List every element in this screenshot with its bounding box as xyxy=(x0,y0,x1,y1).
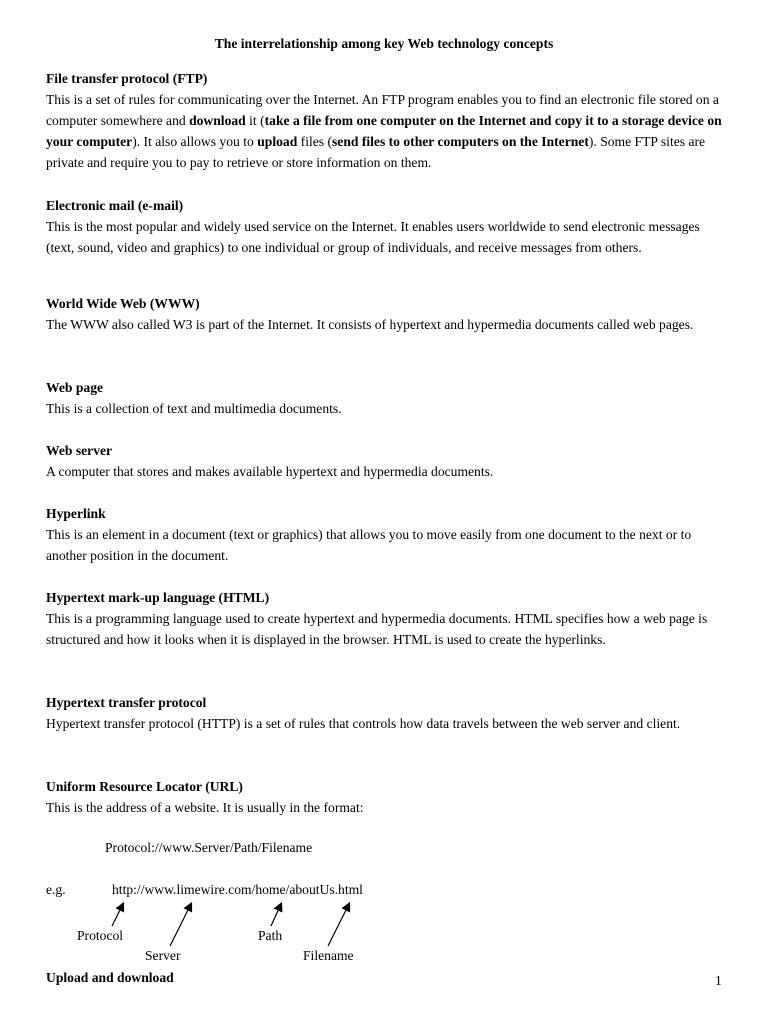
text: files ( xyxy=(297,134,332,149)
section-heading: Hyperlink xyxy=(46,506,106,521)
page-title: The interrelationship among key Web technology concepts xyxy=(214,36,554,51)
text: ). Some FTP sites are private and require you to pay to retrieve or store information on them. xyxy=(46,134,706,170)
section-body: This is the most popular and widely used service on the Internet. It enables users worldwide to send electronic messages (text, sound, video and graphics) to one individual or group of individuals, and receive messages from others. xyxy=(46,219,700,255)
section-heading: Hypertext transfer protocol xyxy=(46,695,207,710)
example-url: http://www.limewire.com/home/aboutUs.html xyxy=(112,882,363,897)
section-heading: Web server xyxy=(46,443,113,458)
section-body: Hypertext transfer protocol (HTTP) is a set of rules that controls how data travels between the web server and client. xyxy=(46,716,681,731)
section-body: This is the address of a website. It is usually in the format: xyxy=(46,800,364,815)
arrow-filename xyxy=(328,904,349,946)
section-heading: Uniform Resource Locator (URL) xyxy=(46,779,243,794)
example-label: e.g. xyxy=(46,882,66,897)
bold-text: upload xyxy=(257,134,298,149)
section-body: The WWW also called W3 is part of the Internet. It consists of hypertext and hypermedia documents called web pages. xyxy=(46,317,694,332)
label-server: Server xyxy=(145,948,181,963)
bold-text: send files to other computers on the Internet xyxy=(332,134,589,149)
label-filename: Filename xyxy=(303,948,354,963)
url-format: Protocol://www.Server/Path/Filename xyxy=(105,840,313,855)
section-body: This is a collection of text and multimedia documents. xyxy=(46,401,342,416)
arrow-protocol xyxy=(112,904,123,926)
label-path: Path xyxy=(258,928,283,943)
section-heading: Web page xyxy=(46,380,104,395)
arrow-server xyxy=(170,904,191,946)
section-body: This is an element in a document (text or graphics) that allows you to move easily from one document to the next or to another position in the document. xyxy=(46,527,692,563)
section-body: This is a programming language used to create hypertext and hypermedia documents. HTML specifies how a web page is structured and how it looks when it is displayed in the browser. HTML is used to create the hyperlinks. xyxy=(46,611,708,647)
page-number: 1 xyxy=(715,973,722,988)
section-body: A computer that stores and makes available hypertext and hypermedia documents. xyxy=(46,464,494,479)
bold-text: download xyxy=(189,113,246,128)
section-heading: Electronic mail (e-mail) xyxy=(46,198,184,213)
bold-text: take a file from one computer on the Internet and copy it to a storage device on your computer xyxy=(46,113,722,149)
section-heading: World Wide Web (WWW) xyxy=(46,296,200,311)
section-heading: File transfer protocol (FTP) xyxy=(46,71,208,86)
text: it ( xyxy=(245,113,265,128)
text: ). It also allows you to xyxy=(132,134,258,149)
section-heading: Hypertext mark-up language (HTML) xyxy=(46,590,270,605)
arrow-path xyxy=(271,904,281,926)
label-protocol: Protocol xyxy=(77,928,124,943)
text: This is a set of rules for communicating over the Internet. An FTP program enables you to find an electronic file stored on a computer somewhere and xyxy=(46,92,719,128)
section-heading-upload-download: Upload and download xyxy=(46,970,174,985)
